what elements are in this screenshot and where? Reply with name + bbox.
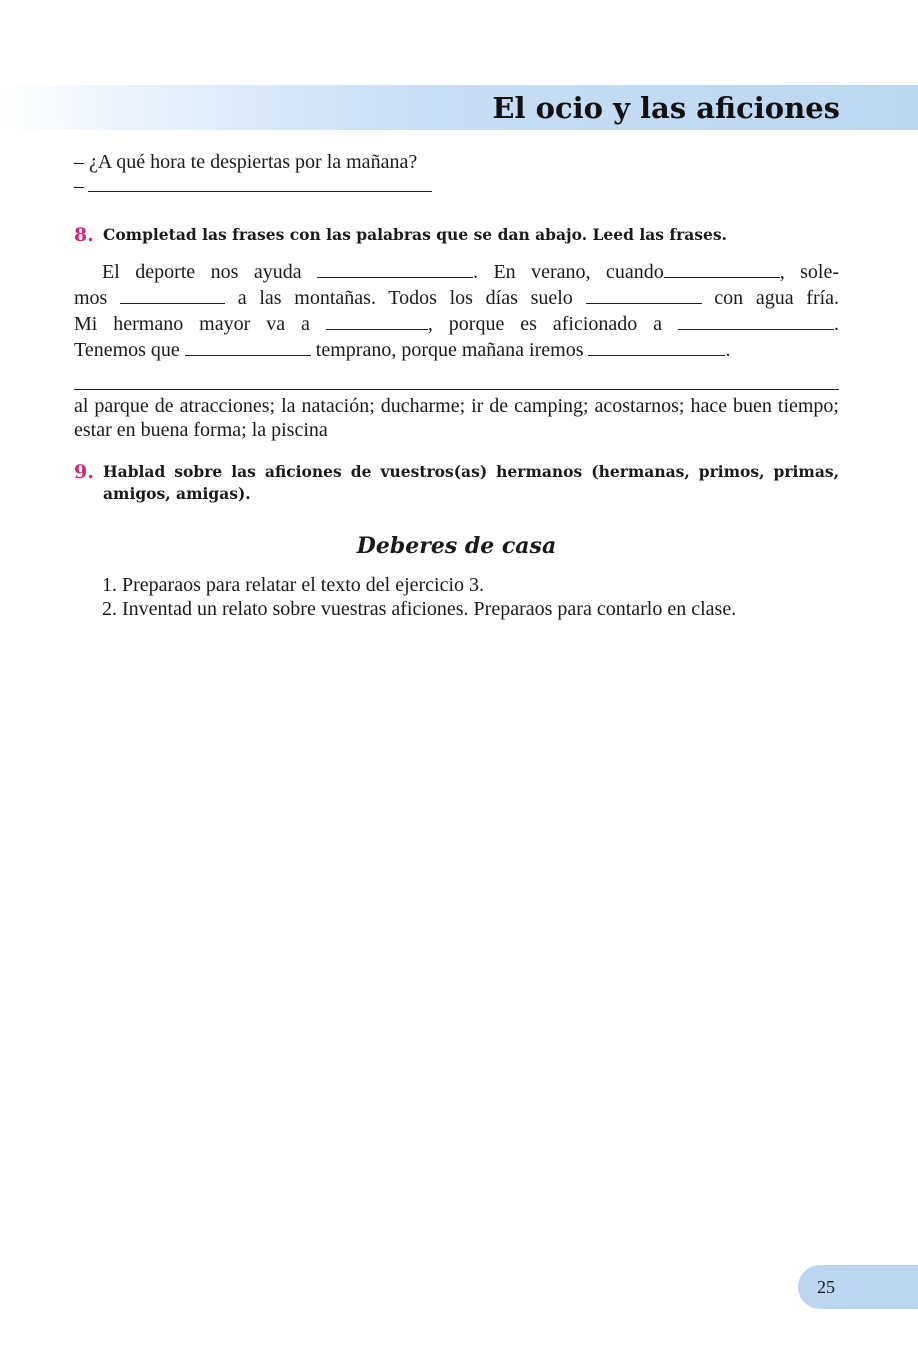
gap-blank bbox=[120, 287, 225, 304]
word-bank-text: al parque de atracciones; la natación; ducharme; ir de camping; acostarnos; hace buen tiempo; estar en buena forma; la piscina bbox=[74, 395, 839, 441]
exercise-9-instruction: Hablad sobre las aficiones de vuestros(as) hermanos (hermanas, primos, primas, amigos, amigas). bbox=[103, 462, 839, 503]
exercise-8-text bbox=[74, 259, 839, 363]
exercise-9-number: 9. bbox=[74, 461, 94, 483]
gap-blank bbox=[588, 339, 725, 356]
exercise-8-number: 8. bbox=[74, 224, 94, 246]
exercise-8-instruction: Completad las frases con las palabras que se dan abajo. Leed las frases. bbox=[103, 225, 728, 244]
exercise-8-line-1 bbox=[74, 259, 839, 285]
text-fragment: con agua fría. bbox=[714, 287, 840, 309]
text-fragment: . bbox=[725, 339, 731, 361]
gap-blank bbox=[678, 313, 834, 330]
text-fragment: Mi hermano mayor va a bbox=[74, 313, 310, 335]
gap-blank bbox=[317, 261, 473, 278]
homework-list bbox=[74, 573, 839, 621]
gap-blank bbox=[586, 287, 702, 304]
text-fragment: El deporte nos ayuda bbox=[102, 261, 302, 283]
page-number: 25 bbox=[817, 1277, 835, 1297]
gap-blank bbox=[185, 339, 311, 356]
text-fragment: . En verano, cuando bbox=[473, 261, 664, 283]
text-fragment: , porque es aficionado a bbox=[427, 313, 663, 335]
gap-blank bbox=[664, 261, 780, 278]
text-fragment: a las montañas. Todos los días suelo bbox=[237, 287, 573, 309]
page-title: El ocio y las aficiones bbox=[492, 91, 840, 125]
exercise-9-heading bbox=[74, 461, 839, 505]
gap-blank bbox=[326, 313, 428, 330]
divider-line bbox=[74, 389, 839, 390]
text-fragment: Tenemos que bbox=[74, 339, 180, 361]
dialog bbox=[74, 150, 839, 198]
exercise-8-line-3 bbox=[74, 311, 839, 337]
dialog-question: – ¿A qué hora te despiertas por la mañana? bbox=[74, 151, 418, 173]
answer-dash: – bbox=[74, 175, 84, 197]
homework-item-1: 1. Preparaos para relatar el texto del ejercicio 3. bbox=[102, 574, 485, 596]
text-fragment: mos bbox=[74, 287, 108, 309]
text-fragment: temprano, porque mañana iremos bbox=[315, 339, 584, 361]
word-bank bbox=[74, 394, 839, 442]
dialog-answer bbox=[74, 174, 839, 198]
text-fragment: , sole- bbox=[779, 261, 840, 283]
exercise-8-line-4 bbox=[74, 337, 839, 363]
homework-title: Deberes de casa bbox=[356, 533, 557, 559]
text-fragment: . bbox=[834, 313, 839, 335]
answer-blank bbox=[88, 175, 432, 192]
exercise-8-heading bbox=[74, 224, 839, 246]
exercise-8-line-2 bbox=[74, 285, 839, 311]
homework-item-2: 2. Inventad un relato sobre vuestras aficiones. Preparaos para contarlo en clase. bbox=[102, 598, 737, 620]
